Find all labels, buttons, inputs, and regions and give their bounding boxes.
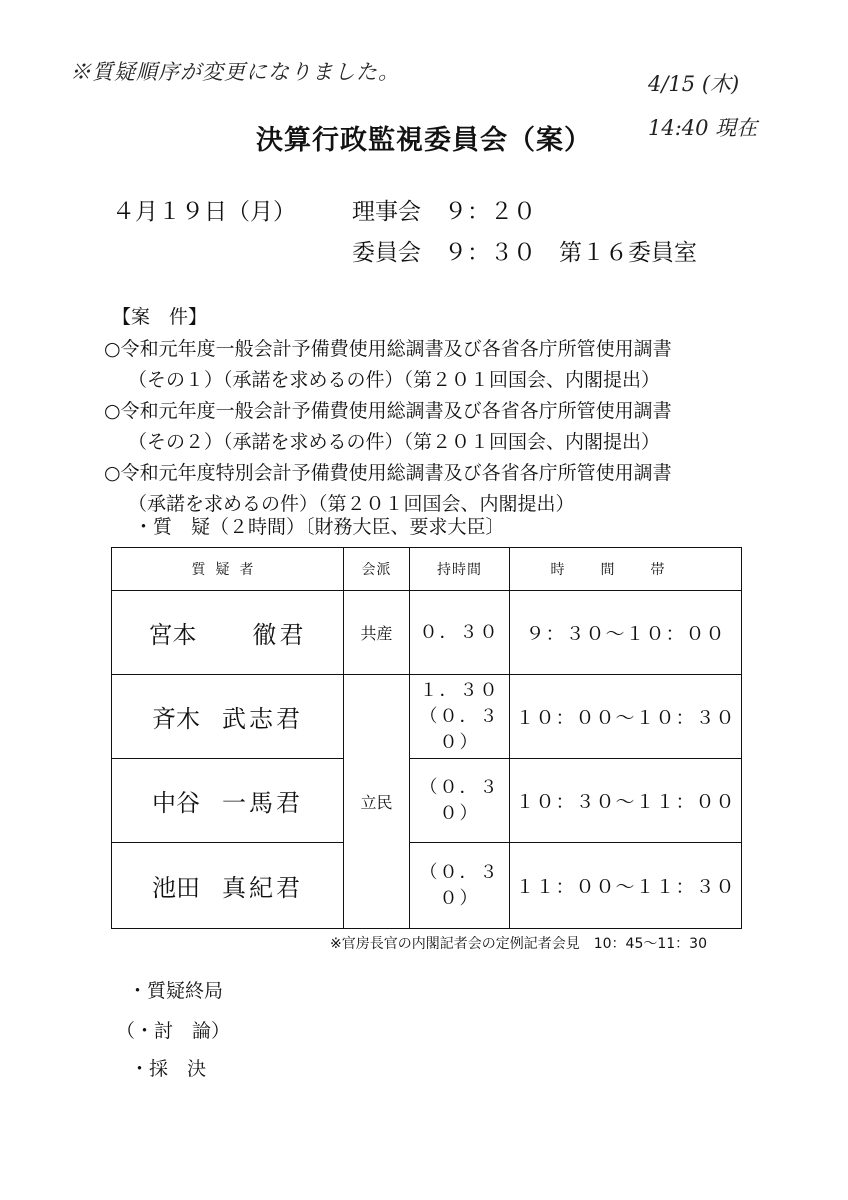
debate-item: （・討 論） [116,1020,231,1042]
agenda-item-title: ○令和元年度特別会計予備費使用総調書及び各省各庁所管使用調書 [104,462,672,484]
allotted-time-cell: （０．３０） [410,843,510,929]
questioner-family-name: 中谷 [152,789,200,817]
closing-of-questioning: ・質疑終局 [128,980,224,1002]
allotted-time-cell: ０．３０ [410,591,510,675]
questioner-given-name: 一馬君 [222,789,303,817]
table-row [112,759,742,843]
questioner-given-name: 徹君 [252,621,307,649]
page-title: 決算行政監視委員会（案） [256,125,592,156]
agenda-item-title: ○令和元年度一般会計予備費使用総調書及び各省各庁所管使用調書 [104,338,672,360]
time-slot-cell: １０：３０～１１：００ [510,759,742,843]
table-row [112,675,742,759]
agenda-list [104,334,724,520]
questioner-family-name: 宮本 [148,621,197,649]
agenda-item-detail: （その２）（承諾を求めるの件）（第２０１回国会、内閣提出） [128,431,661,453]
table-row [112,591,742,675]
meeting-date: ４月１９日（月） [112,199,296,225]
header-allotted-time: 持時間 [410,548,510,591]
table-row [112,843,742,929]
questioner-name [112,843,344,929]
agenda-item [104,334,724,396]
directors-meeting-time: 理事会 ９：２０ [352,199,536,225]
header-party: 会派 [344,548,410,591]
party-cell: 共産 [344,591,410,675]
allotted-time-value: １．３０ [419,679,500,701]
questioner-family-name: 池田 [152,874,200,902]
questioner-name [112,591,344,675]
agenda-item [104,458,724,520]
questioner-family-name: 斉木 [152,705,200,733]
committee-meeting-time: 委員会 ９：３０ 第１６委員室 [352,240,697,266]
questioning-heading: ・質 疑（２時間）〔財務大臣、要求大臣〕 [134,516,505,538]
press-conference-footnote: ※官房長官の内閣記者会の定例記者会見 10：45～11：30 [330,936,707,952]
party-cell-group: 立民 [344,675,410,929]
handwritten-time: 14:40 現在 [648,116,758,140]
agenda-item-title: ○令和元年度一般会計予備費使用総調書及び各省各庁所管使用調書 [104,400,672,422]
allotted-time-cell [410,675,510,759]
time-slot-cell: １１：００～１１：３０ [510,843,742,929]
header-questioner: 質疑者 [112,548,344,591]
questioner-given-name: 武志君 [222,705,303,733]
questioning-schedule-table [111,547,742,929]
table-header-row [112,548,742,591]
allotted-time-sub-value: （０．３０） [419,705,500,753]
allotted-time-cell: （０．３０） [410,759,510,843]
agenda-label: 【案 件】 [112,306,208,328]
time-slot-cell: ９：３０～１０：００ [510,591,742,675]
questioner-name [112,759,344,843]
questioner-name [112,675,344,759]
agenda-item-detail: （承諾を求めるの件）（第２０１回国会、内閣提出） [128,493,575,515]
handwritten-note: ※質疑順序が変更になりました。 [70,60,400,84]
time-slot-cell: １０：００～１０：３０ [510,675,742,759]
handwritten-date: 4/15 (木) [648,72,740,96]
questioner-given-name: 真紀君 [222,874,303,902]
agenda-item [104,396,724,458]
agenda-item-detail: （その１）（承諾を求めるの件）（第２０１回国会、内閣提出） [128,369,661,391]
vote-item: ・採 決 [130,1058,207,1080]
header-time-slot: 時間帯 [510,548,742,591]
